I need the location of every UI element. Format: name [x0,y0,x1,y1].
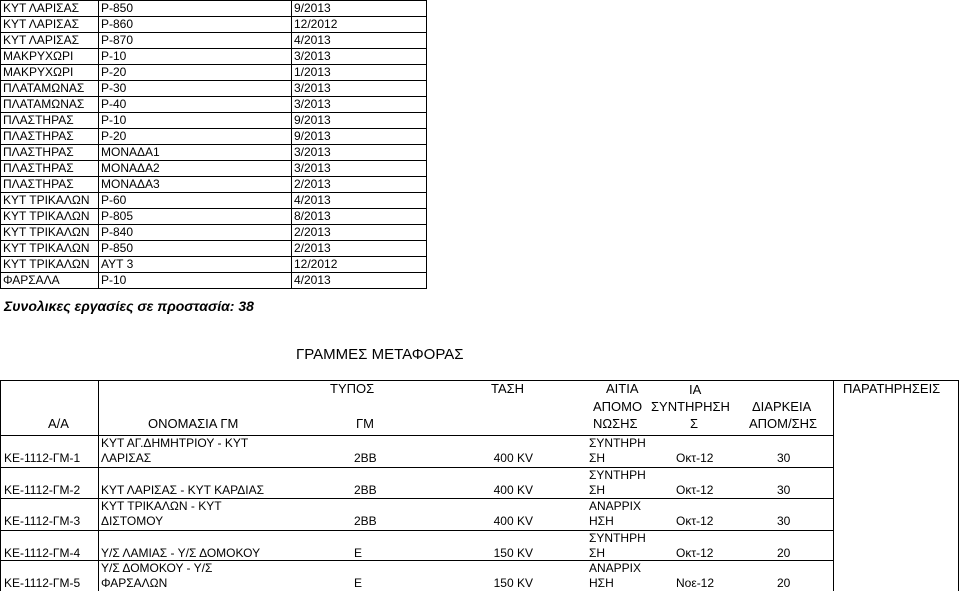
protection-row [1,33,427,49]
line-type-cell: 2ΒΒ [354,514,377,528]
transmission-lines-table [0,380,959,591]
date-cell: 3/2013 [292,161,427,177]
line-duration-cell: 30 [777,451,791,465]
header-ia: ΙΑ [689,382,702,397]
line-duration-cell: 20 [777,576,791,590]
substation-cell: ΠΛΑΣΤΗΡΑΣ [1,129,99,145]
unit-cell: Ρ-60 [99,193,292,209]
unit-cell: ΜΟΝΑΔΑ3 [99,177,292,193]
substation-cell: ΦΑΡΣΑΛΑ [1,273,99,289]
header-voltage: ΤΑΣΗ [491,381,525,396]
protection-row [1,1,427,17]
unit-cell: Ρ-30 [99,81,292,97]
date-cell: 8/2013 [292,209,427,225]
substation-cell: ΠΛΑΣΤΗΡΑΣ [1,145,99,161]
unit-cell: Ρ-850 [99,241,292,257]
substation-cell: ΠΛΑΣΤΗΡΑΣ [1,177,99,193]
protection-row [1,17,427,33]
protection-row [1,161,427,177]
unit-cell: Ρ-10 [99,49,292,65]
line-cause-line-1: ΣΥΝΤΗΡΗ [589,531,646,545]
header-duration-2: ΑΠΟΜ/ΣΗΣ [749,416,818,431]
line-name-line-2: ΛΑΡΙΣΑΣ [101,451,152,465]
unit-cell: Ρ-20 [99,65,292,81]
substation-cell: ΠΛΑΣΤΗΡΑΣ [1,113,99,129]
line-month-cell: Οκτ-12 [676,546,714,560]
protection-row [1,225,427,241]
line-name-line-2: ΔΙΣΤΟΜΟΥ [101,514,164,528]
line-name-line-1: Υ/Σ ΔΟΜΟΚΟΥ - Υ/Σ [101,561,213,575]
header-ia-2: ΣΥΝΤΗΡΗΣΗ [651,399,730,414]
substation-cell: ΠΛΑΣΤΗΡΑΣ [1,161,99,177]
line-duration-cell: 30 [777,514,791,528]
protection-row [1,49,427,65]
line-month-cell: Οκτ-12 [676,451,714,465]
line-type-cell: Ε [354,546,363,560]
header-aa: Α/Α [48,416,69,431]
date-cell: 2/2013 [292,177,427,193]
unit-cell: Ρ-805 [99,209,292,225]
protection-row [1,81,427,97]
line-voltage-cell: 400 KV [493,451,533,465]
date-cell: 12/2012 [292,257,427,273]
header-notes: ΠΑΡΑΤΗΡΗΣΕΙΣ [843,381,941,396]
substation-cell: ΚΥΤ ΛΑΡΙΣΑΣ [1,17,99,33]
date-cell: 4/2013 [292,273,427,289]
header-type: ΤΥΠΟΣ [330,381,375,396]
protection-row [1,129,427,145]
grid-line [0,380,959,381]
protection-row [1,241,427,257]
protection-row [1,97,427,113]
line-month-cell: Οκτ-12 [676,514,714,528]
protection-row [1,65,427,81]
unit-cell: ΑΥΤ 3 [99,257,292,273]
date-cell: 9/2013 [292,129,427,145]
line-cause-line-1: ΣΥΝΤΗΡΗ [589,436,646,450]
date-cell: 12/2012 [292,17,427,33]
unit-cell: Ρ-840 [99,225,292,241]
protection-row [1,209,427,225]
date-cell: 3/2013 [292,81,427,97]
line-type-cell: 2ΒΒ [354,451,377,465]
unit-cell: Ρ-10 [99,273,292,289]
line-id-cell: ΚΕ-1112-ΓΜ-5 [4,576,81,590]
unit-cell: Ρ-860 [99,17,292,33]
line-cause-line-1: ΣΥΝΤΗΡΗ [589,468,646,482]
line-cause-line-1: ΑΝΑΡΡΙΧ [589,561,642,575]
date-cell: 2/2013 [292,225,427,241]
substation-cell: ΚΥΤ ΤΡΙΚΑΛΩΝ [1,193,99,209]
line-cause-line-2: ΣΗ [589,546,606,560]
protection-works-table [0,0,427,289]
substation-cell: ΚΥΤ ΛΑΡΙΣΑΣ [1,33,99,49]
line-cause-line-2: ΗΣΗ [589,514,614,528]
line-name-line-1: ΚΥΤ ΤΡΙΚΑΛΩΝ - ΚΥΤ [101,499,222,513]
header-cause-3: ΝΩΣΗΣ [593,416,638,431]
line-type-cell: 2ΒΒ [354,483,377,497]
substation-cell: ΚΥΤ ΛΑΡΙΣΑΣ [1,1,99,17]
section-title: ΓΡΑΜΜΕΣ ΜΕΤΑΦΟΡΑΣ [296,346,464,363]
substation-cell: ΚΥΤ ΤΡΙΚΑΛΩΝ [1,257,99,273]
protection-row [1,113,427,129]
line-cause-line-1: ΑΝΑΡΡΙΧ [589,499,642,513]
line-voltage-cell: 150 KV [493,546,533,560]
grid-line [0,467,833,468]
date-cell: 3/2013 [292,49,427,65]
date-cell: 9/2013 [292,113,427,129]
line-name-line-1: ΚΥΤ ΑΓ.ΔΗΜΗΤΡΙΟΥ - ΚΥΤ [101,436,249,450]
line-voltage-cell: 400 KV [493,514,533,528]
unit-cell: Ρ-20 [99,129,292,145]
date-cell: 4/2013 [292,33,427,49]
protection-works-table-body [1,1,427,289]
grid-line [833,380,834,591]
header-cause: ΑΙΤΙΑ [606,381,639,396]
unit-cell: ΜΟΝΑΔΑ1 [99,145,292,161]
grid-line [0,530,833,531]
line-id-cell: ΚΕ-1112-ΓΜ-4 [4,546,81,560]
substation-cell: ΜΑΚΡΥΧΩΡΙ [1,49,99,65]
date-cell: 4/2013 [292,193,427,209]
line-cause-line-2: ΗΣΗ [589,576,614,590]
line-name-line-2: ΚΥΤ ΛΑΡΙΣΑΣ - ΚΥΤ ΚΑΡΔΙΑΣ [101,483,265,497]
unit-cell: Ρ-850 [99,1,292,17]
line-voltage-cell: 400 KV [493,483,533,497]
substation-cell: ΜΑΚΡΥΧΩΡΙ [1,65,99,81]
line-cause-line-2: ΣΗ [589,483,606,497]
line-voltage-cell: 150 KV [493,576,533,590]
header-name: ΟΝΟΜΑΣΙΑ ΓΜ [148,416,239,431]
line-id-cell: ΚΕ-1112-ΓΜ-1 [4,451,81,465]
protection-row [1,177,427,193]
line-id-cell: ΚΕ-1112-ΓΜ-3 [4,514,81,528]
date-cell: 9/2013 [292,1,427,17]
header-duration: ΔΙΑΡΚΕΙΑ [752,399,812,414]
substation-cell: ΠΛΑΤΑΜΩΝΑΣ [1,81,99,97]
substation-cell: ΚΥΤ ΤΡΙΚΑΛΩΝ [1,225,99,241]
header-cause-2: ΑΠΟΜΟ [593,399,643,414]
header-type-2: ΓΜ [356,416,374,431]
date-cell: 2/2013 [292,241,427,257]
unit-cell: Ρ-870 [99,33,292,49]
protection-row [1,273,427,289]
unit-cell: Ρ-40 [99,97,292,113]
line-month-cell: Οκτ-12 [676,483,714,497]
line-name-line-2: ΦΑΡΣΑΛΩΝ [101,576,168,590]
unit-cell: ΜΟΝΑΔΑ2 [99,161,292,177]
line-month-cell: Νοε-12 [676,576,715,590]
line-duration-cell: 20 [777,546,791,560]
unit-cell: Ρ-10 [99,113,292,129]
header-ia-3: Σ [690,416,699,431]
date-cell: 1/2013 [292,65,427,81]
line-name-line-2: Υ/Σ ΛΑΜΙΑΣ - Υ/Σ ΔΟΜΟΚΟΥ [101,546,261,560]
protection-row [1,257,427,273]
protection-row [1,145,427,161]
date-cell: 3/2013 [292,97,427,113]
line-cause-line-2: ΣΗ [589,451,606,465]
substation-cell: ΠΛΑΤΑΜΩΝΑΣ [1,97,99,113]
line-duration-cell: 30 [777,483,791,497]
substation-cell: ΚΥΤ ΤΡΙΚΑΛΩΝ [1,209,99,225]
date-cell: 3/2013 [292,145,427,161]
line-id-cell: ΚΕ-1112-ΓΜ-2 [4,483,81,497]
substation-cell: ΚΥΤ ΤΡΙΚΑΛΩΝ [1,241,99,257]
line-type-cell: Ε [354,576,363,590]
protection-row [1,193,427,209]
summary-total: Συνολικες εργασίες σε προστασία: 38 [4,298,254,314]
